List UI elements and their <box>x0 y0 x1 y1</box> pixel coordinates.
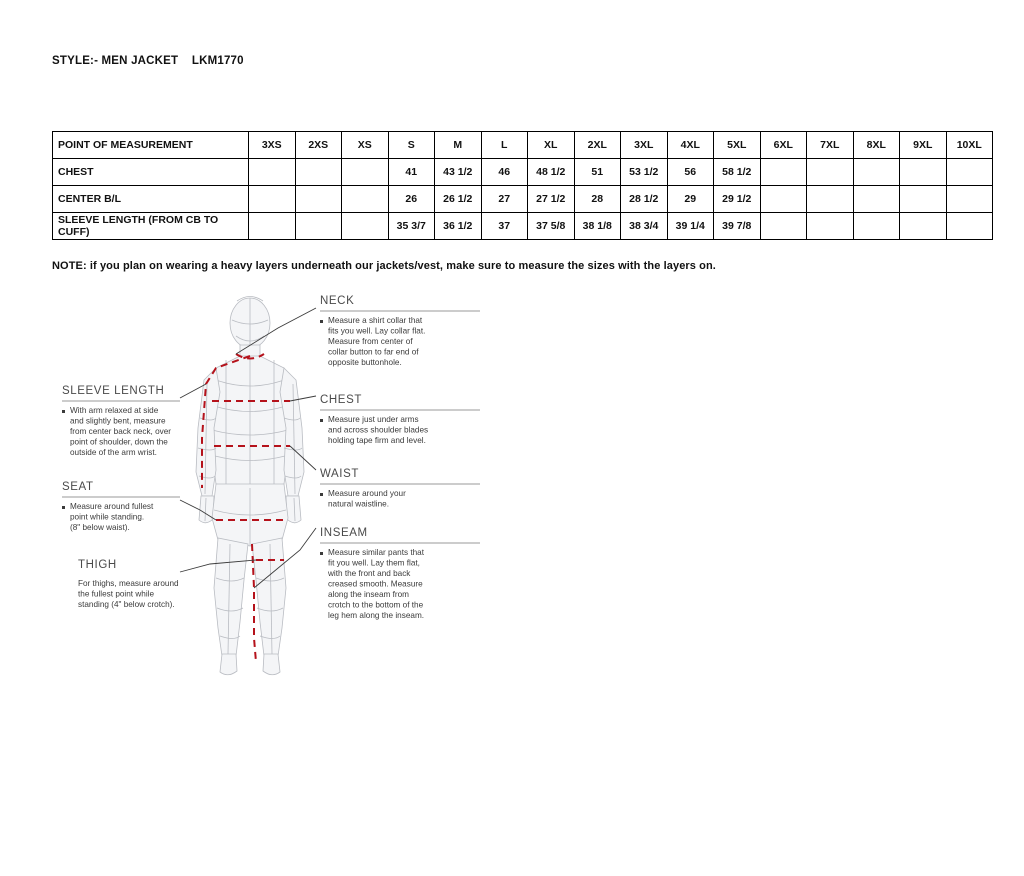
callout-neck <box>320 295 480 367</box>
column-header-xs: XS <box>342 132 389 159</box>
cell <box>342 186 389 213</box>
cell: 48 1/2 <box>528 159 575 186</box>
cell <box>853 159 900 186</box>
cell <box>249 159 296 186</box>
cell <box>946 213 993 240</box>
column-header-4xl: 4XL <box>667 132 714 159</box>
cell: 39 7/8 <box>714 213 761 240</box>
callout-body-thigh: For thighs, measure around the fullest point while standing (4" below crotch). <box>78 579 179 609</box>
column-header-xl: XL <box>528 132 575 159</box>
callout-title-seat: SEAT <box>62 481 94 493</box>
cell <box>807 159 854 186</box>
table-row <box>53 213 993 240</box>
callout-body-seat: Measure around fullest point while standing. (8" below waist). <box>70 502 154 532</box>
cell <box>900 186 947 213</box>
row-label-center-bl: CENTER B/L <box>53 186 249 213</box>
callout-body-sleeve-length: With arm relaxed at side and slightly bent, measure from center back neck, over point of shoulder, down the outside of the arm wrist. <box>70 406 172 457</box>
cell <box>295 159 342 186</box>
callout-title-waist: WAIST <box>320 468 359 480</box>
callout-body-chest: Measure just under arms and across shoulder blades holding tape firm and level. <box>328 415 429 445</box>
callout-title-neck: NECK <box>320 295 355 307</box>
cell <box>807 186 854 213</box>
callout-title-sleeve-length: SLEEVE LENGTH <box>62 385 165 397</box>
column-header-3xs: 3XS <box>249 132 296 159</box>
callout-chest <box>320 394 480 445</box>
cell: 51 <box>574 159 621 186</box>
mannequin-figure <box>196 297 304 675</box>
cell: 41 <box>388 159 435 186</box>
callout-title-thigh: THIGH <box>78 559 117 571</box>
cell: 37 <box>481 213 528 240</box>
table-header-row <box>53 132 993 159</box>
cell: 43 1/2 <box>435 159 482 186</box>
cell: 35 3/7 <box>388 213 435 240</box>
column-header-2xs: 2XS <box>295 132 342 159</box>
column-header-s: S <box>388 132 435 159</box>
cell: 26 <box>388 186 435 213</box>
cell <box>853 213 900 240</box>
cell: 58 1/2 <box>714 159 761 186</box>
column-header-point-of-measurement: POINT OF MEASUREMENT <box>53 132 249 159</box>
note-text: NOTE: if you plan on wearing a heavy layers underneath our jackets/vest, make sure to measure the sizes with the layers on. <box>52 260 716 272</box>
column-header-2xl: 2XL <box>574 132 621 159</box>
cell <box>249 186 296 213</box>
cell <box>760 186 807 213</box>
callout-body-neck: Measure a shirt collar that fits you well. Lay collar flat. Measure from center of collar button to far end of opposite buttonhole. <box>328 316 426 367</box>
column-header-9xl: 9XL <box>900 132 947 159</box>
callout-title-inseam: INSEAM <box>320 527 368 539</box>
cell: 38 1/8 <box>574 213 621 240</box>
column-header-m: M <box>435 132 482 159</box>
table-row <box>53 159 993 186</box>
table-row <box>53 186 993 213</box>
cell <box>760 213 807 240</box>
callout-body-inseam: Measure similar pants that fit you well. Lay them flat, with the front and back creased smooth. Measure along the inseam from crotch to the bottom of the leg hem along the inseam. <box>328 548 425 620</box>
callout-title-chest: CHEST <box>320 394 362 406</box>
cell <box>295 186 342 213</box>
column-header-3xl: 3XL <box>621 132 668 159</box>
cell: 37 5/8 <box>528 213 575 240</box>
column-header-10xl: 10XL <box>946 132 993 159</box>
callout-thigh <box>78 559 181 609</box>
cell: 36 1/2 <box>435 213 482 240</box>
column-header-5xl: 5XL <box>714 132 761 159</box>
column-header-l: L <box>481 132 528 159</box>
cell: 38 3/4 <box>621 213 668 240</box>
cell <box>900 159 947 186</box>
cell <box>946 159 993 186</box>
cell <box>342 159 389 186</box>
size-chart-table <box>52 131 993 240</box>
row-label-sleeve-length: SLEEVE LENGTH (FROM CB TO CUFF) <box>53 213 249 240</box>
cell <box>760 159 807 186</box>
callout-inseam <box>320 527 480 620</box>
cell: 26 1/2 <box>435 186 482 213</box>
cell: 28 <box>574 186 621 213</box>
cell <box>853 186 900 213</box>
column-header-6xl: 6XL <box>760 132 807 159</box>
cell: 27 1/2 <box>528 186 575 213</box>
cell: 39 1/4 <box>667 213 714 240</box>
callout-body-waist: Measure around your natural waistline. <box>328 489 406 509</box>
cell: 53 1/2 <box>621 159 668 186</box>
callout-sleeve-length <box>62 385 180 457</box>
cell: 28 1/2 <box>621 186 668 213</box>
row-label-chest: CHEST <box>53 159 249 186</box>
cell: 27 <box>481 186 528 213</box>
cell <box>946 186 993 213</box>
cell <box>342 213 389 240</box>
callout-waist <box>320 468 480 509</box>
cell: 29 1/2 <box>714 186 761 213</box>
cell: 29 <box>667 186 714 213</box>
cell: 56 <box>667 159 714 186</box>
cell <box>807 213 854 240</box>
cell <box>900 213 947 240</box>
callout-seat <box>62 481 180 532</box>
column-header-8xl: 8XL <box>853 132 900 159</box>
cell: 46 <box>481 159 528 186</box>
measurement-diagram <box>40 288 520 688</box>
cell <box>295 213 342 240</box>
cell <box>249 213 296 240</box>
column-header-7xl: 7XL <box>807 132 854 159</box>
page-title: STYLE:- MEN JACKET LKM1770 <box>52 55 244 67</box>
